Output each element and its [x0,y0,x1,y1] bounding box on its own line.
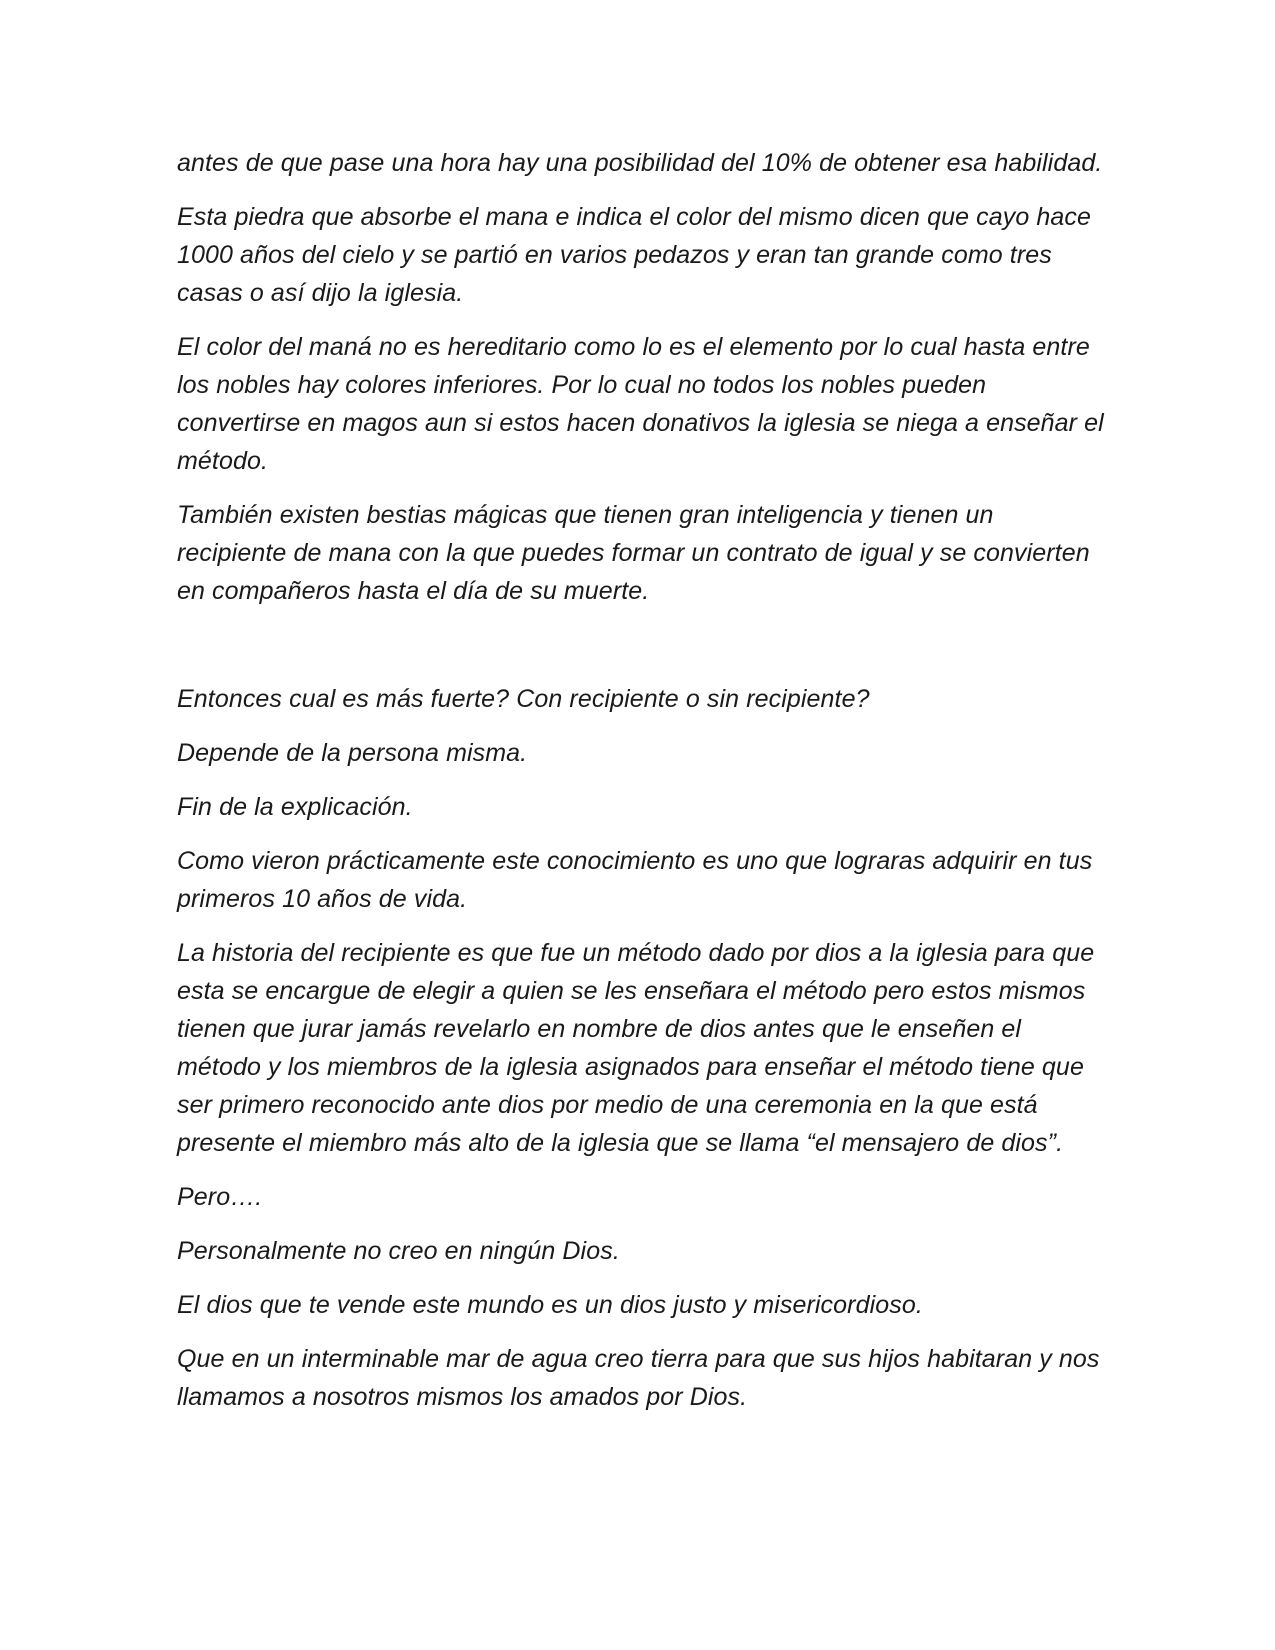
paragraph: Esta piedra que absorbe el mana e indica el color del mismo dicen que cayo hace 1000 años del cielo y se partió en varios pedazos y eran tan grande como tres casas o así dijo la iglesia. [177,203,1091,307]
paragraph: El dios que te vende este mundo es un dios justo y misericordioso. [177,1291,923,1319]
paragraph: La historia del recipiente es que fue un método dado por dios a la iglesia para que esta se encargue de elegir a quien se les enseñara el método pero estos mismos tienen que jurar jamás revelarlo en nombre de dios antes que le enseñen el método y los miembros de la iglesia asignados para enseñar el método tiene que ser primero reconocido ante dios por medio de una ceremonia en la que está presente el miembro más alto de la iglesia que se llama “el mensajero de dios”. [177,939,1095,1157]
document-body [177,144,1107,1432]
paragraph: Como vieron prácticamente este conocimiento es uno que lograras adquirir en tus primeros 10 años de vida. [177,847,1093,913]
paragraph: También existen bestias mágicas que tienen gran inteligencia y tienen un recipiente de mana con la que puedes formar un contrato de igual y se convierten en compañeros hasta el día de su muerte. [177,501,1090,605]
paragraph: Que en un interminable mar de agua creo tierra para que sus hijos habitaran y nos llamamos a nosotros mismos los amados por Dios. [177,1345,1100,1411]
paragraph: Personalmente no creo en ningún Dios. [177,1237,620,1265]
paragraph: Depende de la persona misma. [177,739,528,767]
paragraph: Fin de la explicación. [177,793,413,821]
paragraph: Entonces cual es más fuerte? Con recipiente o sin recipiente? [177,685,870,713]
paragraph: El color del maná no es hereditario como lo es el elemento por lo cual hasta entre los nobles hay colores inferiores. Por lo cual no todos los nobles pueden convertirse en magos aun si estos hacen donativos la iglesia se niega a enseñar el método. [177,333,1104,475]
paragraph: antes de que pase una hora hay una posibilidad del 10% de obtener esa habilidad. [177,149,1103,177]
paragraph: Pero…. [177,1183,263,1211]
